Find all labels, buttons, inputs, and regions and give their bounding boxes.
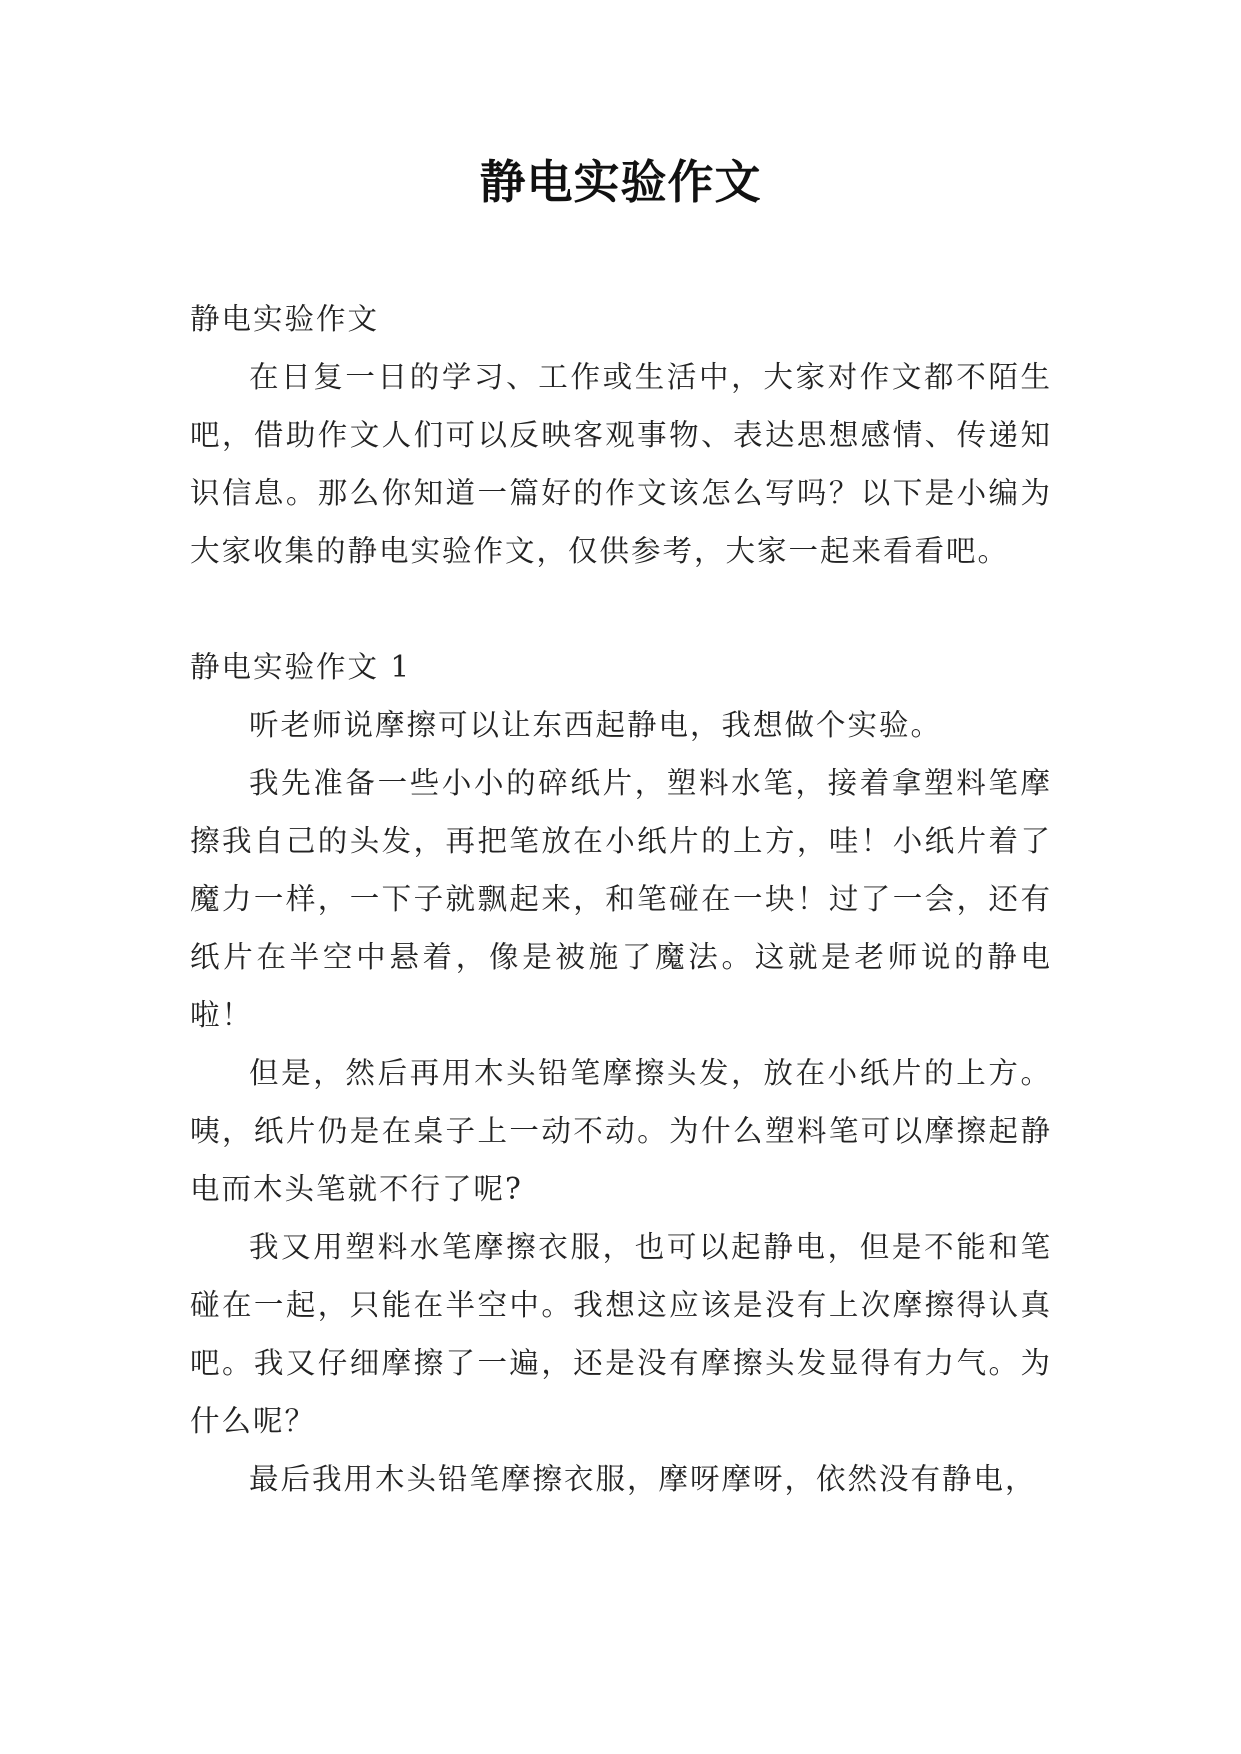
- body-paragraph: 我先准备一些小小的碎纸片，塑料水笔，接着拿塑料笔摩擦我自己的头发，再把笔放在小纸片的上方，哇！小纸片着了魔力一样，一下子就飘起来，和笔碰在一块！过了一会，还有纸片在半空中悬着，像是被施了魔法。这就是老师说的静电啦！: [190, 766, 1052, 1032]
- section-heading: 静电实验作文 1: [190, 650, 412, 684]
- page-title: 静电实验作文: [479, 155, 762, 209]
- body-paragraph: 听老师说摩擦可以让东西起静电，我想做个实验。: [249, 708, 943, 742]
- body-paragraph: 最后我用木头铅笔摩擦衣服，摩呀摩呀，依然没有静电，: [249, 1462, 1037, 1496]
- intro-paragraph: 在日复一日的学习、工作或生活中，大家对作文都不陌生吧，借助作文人们可以反映客观事物、表达思想感情、传递知识信息。那么你知道一篇好的作文该怎么写吗？以下是小编为大家收集的静电实验作文，仅供参考，大家一起来看看吧。: [190, 360, 1052, 568]
- body-paragraph: 但是，然后再用木头铅笔摩擦头发，放在小纸片的上方。咦，纸片仍是在桌子上一动不动。为什么塑料笔可以摩擦起静电而木头笔就不行了呢?: [190, 1056, 1052, 1206]
- intro-heading: 静电实验作文: [190, 302, 380, 336]
- document-body: [190, 290, 1052, 1508]
- body-paragraph: 我又用塑料水笔摩擦衣服，也可以起静电，但是不能和笔碰在一起，只能在半空中。我想这应该是没有上次摩擦得认真吧。我又仔细摩擦了一遍，还是没有摩擦头发显得有力气。为什么呢？: [190, 1230, 1052, 1438]
